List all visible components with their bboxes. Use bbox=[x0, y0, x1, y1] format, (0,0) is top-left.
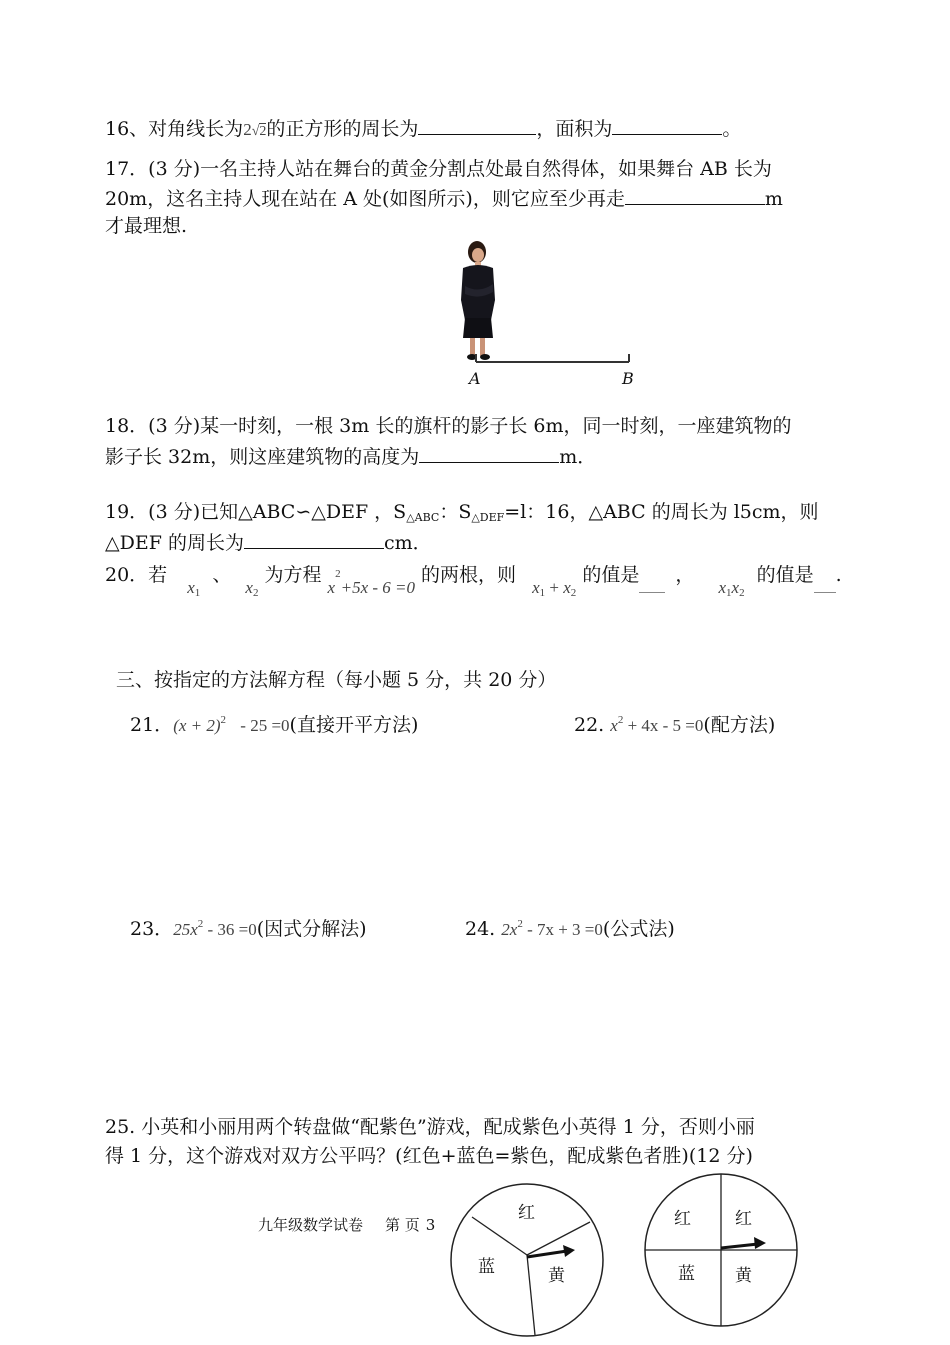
question-18-line2: 影子长 32m，则这座建筑物的高度为 m． bbox=[105, 442, 596, 470]
question-24: 24. $2x^2 - 7x + 3 =0$(公式法) bbox=[465, 918, 675, 940]
question-19-line1: 19．(3 分)已知△ABC∽△DEF ，$S_{\triangle ABC}$：$S_{\triangle DEF}=l$：16，△ABC 的周长为 l5cm，则 bbox=[105, 501, 819, 524]
question-18-line1: 18．(3 分)某一时刻，一根 3m 长的旗杆的影子长 6m，同一时刻，一座建筑物的 bbox=[105, 415, 792, 437]
question-17-line2: 20m，这名主持人现在站在 A 处(如图所示)，则它应至少再走 m bbox=[105, 184, 783, 212]
answer-blank[interactable] bbox=[244, 528, 384, 549]
spinner-2-blue: 蓝 bbox=[678, 1264, 695, 1284]
point-b-label: B bbox=[622, 369, 634, 388]
question-23: 23．$25x^2 - 36 =0$(因式分解法) bbox=[130, 918, 367, 940]
question-21: 21．$(x + 2)^2 - 25 =0$(直接开平方法) bbox=[130, 714, 419, 736]
question-16: 16、对角线长为2√2的正方形的周长为 ，面积为 。 bbox=[105, 114, 741, 145]
spinner-2 bbox=[636, 1165, 806, 1335]
sqrt-symbol: √ bbox=[251, 124, 260, 139]
question-19-line2: △DEF 的周长为 cm． bbox=[105, 528, 432, 556]
spinner-1-red: 红 bbox=[518, 1203, 535, 1223]
section-heading: 三、按指定的方法解方程（每小题 5 分，共 20 分） bbox=[116, 669, 557, 691]
answer-blank[interactable] bbox=[612, 114, 722, 135]
question-20: 20．若 $x_1$ 、 $x_2$ 为方程 $x^2+5x - 6 =0$ 的两根，则 $x_1 + x_2$ 的值是 ， $x_1x_2$ 的值是 . bbox=[105, 564, 842, 599]
spinner-2-red-left: 红 bbox=[674, 1209, 691, 1229]
answer-blank[interactable] bbox=[814, 572, 836, 593]
question-17-line1: 17．(3 分)一名主持人站在舞台的黄金分割点处最自然得体，如果舞台 AB 长为 bbox=[105, 158, 772, 180]
answer-blank[interactable] bbox=[639, 572, 665, 593]
spinner-2-yellow: 黄 bbox=[735, 1266, 752, 1286]
spinner-1-yellow: 黄 bbox=[548, 1266, 565, 1286]
question-17-line3: 才最理想. bbox=[105, 215, 188, 237]
coefficient: 2 bbox=[243, 120, 252, 139]
point-a-label: A bbox=[469, 369, 481, 388]
answer-blank[interactable] bbox=[418, 114, 536, 135]
page-footer: 九年级数学试卷 第 页 3 bbox=[258, 1216, 436, 1234]
question-22: 22. $x^2 + 4x - 5 =0$(配方法) bbox=[574, 714, 776, 736]
question-25-line2: 得 1 分，这个游戏对双方公平吗？(红色+蓝色=紫色，配成紫色者胜)(12 分) bbox=[105, 1145, 753, 1167]
question-25-line1: 25. 小英和小丽用两个转盘做“配紫色”游戏，配成紫色小英得 1 分，否则小丽 bbox=[105, 1116, 755, 1138]
radicand: 2 bbox=[259, 124, 267, 139]
answer-blank[interactable] bbox=[625, 184, 765, 205]
answer-blank[interactable] bbox=[419, 442, 559, 463]
spinner-1-blue: 蓝 bbox=[478, 1257, 495, 1277]
spinner-2-red-right: 红 bbox=[735, 1209, 752, 1229]
